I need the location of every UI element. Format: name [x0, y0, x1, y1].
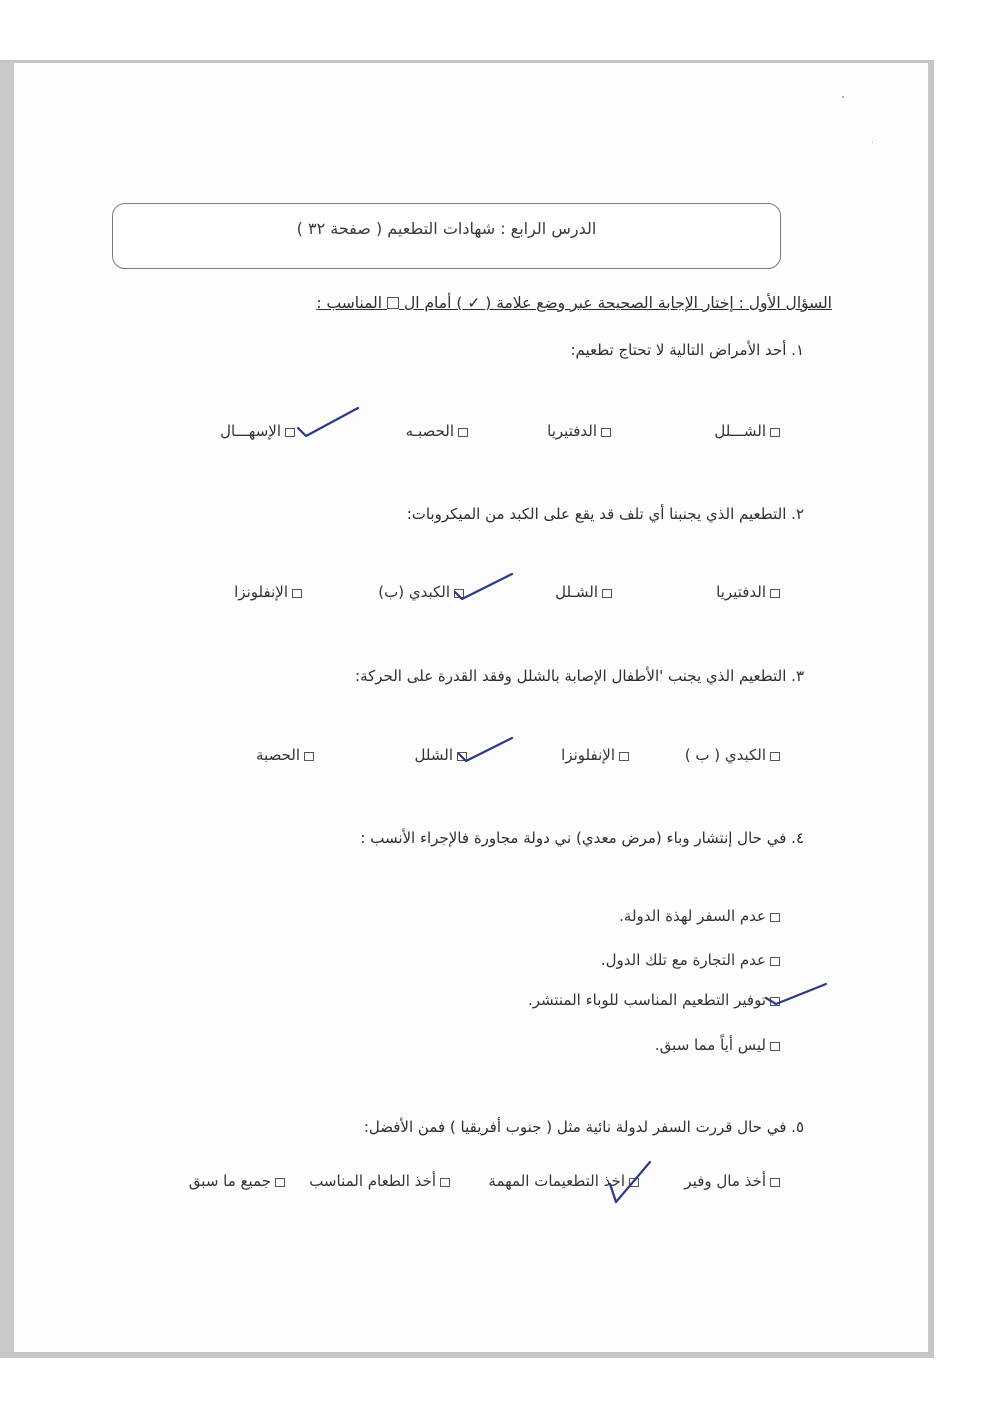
option-q5-b[interactable] [488, 1172, 639, 1190]
question-text: في حال قررت السفر لدولة نائية مثل ( جنوب أفريقيا ) فمن الأفضل: [363, 1118, 787, 1136]
question-number: ١. [791, 341, 804, 359]
scan-border-right [928, 60, 934, 1356]
option-q1-a[interactable] [714, 422, 780, 440]
option-label: الشلل [414, 746, 453, 764]
checkbox-icon[interactable] [770, 913, 780, 922]
option-q5-d[interactable] [189, 1172, 285, 1190]
empty-box-icon [387, 297, 399, 309]
option-q3-a[interactable] [685, 746, 780, 764]
checkbox-icon[interactable] [304, 752, 314, 761]
checkbox-icon[interactable] [601, 428, 611, 437]
option-label: الحصبة [256, 746, 300, 764]
question-2 [407, 505, 804, 523]
option-q2-b[interactable] [555, 583, 612, 601]
option-q2-c[interactable] [378, 583, 464, 601]
option-label: توفير التطعيم المناسب للوباء المنتشر. [527, 991, 766, 1009]
option-label: الإنفلونزا [561, 746, 615, 764]
option-q3-c[interactable] [415, 746, 467, 764]
checkbox-icon[interactable] [770, 997, 780, 1006]
option-q5-c[interactable] [309, 1172, 450, 1190]
option-q4-a[interactable] [619, 907, 780, 925]
option-label: أخذ مال وفير [684, 1172, 766, 1190]
lesson-title: الدرس الرابع : شهادات التطعيم ( صفحة ٣٢ ) [296, 219, 597, 238]
option-q4-b[interactable] [601, 951, 780, 969]
question-number: ٥. [791, 1118, 804, 1136]
option-label: الإسهـــال [220, 422, 281, 440]
checkbox-icon[interactable] [770, 957, 780, 966]
option-q4-c[interactable] [528, 991, 780, 1009]
checkbox-icon[interactable] [602, 589, 612, 598]
instruction-suffix: المناسب : [316, 294, 383, 312]
checkbox-icon[interactable] [770, 752, 780, 761]
question-text: التطعيم الذي يجنب 'الأطفال الإصابة بالشلل وفقد القدرة على الحركة: [355, 667, 787, 685]
checkbox-icon[interactable] [275, 1178, 285, 1187]
question-number: ٣. [791, 667, 804, 685]
option-label: الدفتيريا [547, 422, 597, 440]
option-label: الإنفلونزا [234, 583, 288, 601]
checkbox-icon[interactable] [619, 752, 629, 761]
checkbox-icon[interactable] [458, 428, 468, 437]
option-q3-d[interactable] [256, 746, 314, 764]
option-q1-c[interactable] [406, 422, 468, 440]
question-1 [570, 341, 804, 359]
option-label: الكبدي (ب) [378, 583, 450, 601]
checkbox-icon[interactable] [629, 1178, 639, 1187]
checkbox-icon[interactable] [292, 589, 302, 598]
instruction-middle: ) أمام ال [403, 294, 463, 312]
option-q5-a[interactable] [684, 1172, 780, 1190]
checkbox-icon[interactable] [457, 752, 467, 761]
option-label: ليس أياً مما سبق. [654, 1036, 766, 1054]
question-5 [364, 1118, 804, 1136]
option-label: عدم التجارة مع تلك الدول. [600, 951, 766, 969]
option-q3-b[interactable] [561, 746, 629, 764]
option-label: اخذ التطعيمات المهمة [488, 1172, 625, 1190]
option-label: جميع ما سبق [188, 1172, 271, 1190]
option-label: الشـــلل [714, 422, 766, 440]
option-q1-d[interactable] [220, 422, 295, 440]
checkbox-icon[interactable] [770, 589, 780, 598]
question-number: ٢. [791, 505, 804, 523]
check-mark-glyph: ✓ [467, 294, 481, 312]
option-label: الدفتيريا [716, 583, 766, 601]
option-q4-d[interactable] [655, 1036, 780, 1054]
question-3 [355, 667, 804, 685]
checkbox-icon[interactable] [770, 1042, 780, 1051]
question-text: أحد الأمراض التالية لا تحتاج تطعيم: [570, 341, 787, 359]
option-q2-a[interactable] [716, 583, 780, 601]
checkbox-icon[interactable] [454, 589, 464, 598]
lesson-title-box [112, 203, 781, 269]
option-label: أخذ الطعام المناسب [309, 1172, 436, 1190]
option-label: الحصبـه [405, 422, 454, 440]
option-label: الشـلل [555, 583, 598, 601]
option-q2-d[interactable] [234, 583, 302, 601]
question-4 [360, 829, 804, 847]
option-q1-b[interactable] [547, 422, 611, 440]
checkbox-icon[interactable] [770, 1178, 780, 1187]
scan-speck [842, 96, 844, 98]
instruction-prefix: السؤال الأول : إختار الإجابة الصحيحة عبر وضع علامة ( [485, 294, 832, 312]
checkbox-icon[interactable] [770, 428, 780, 437]
question-text: في حال إنتشار وباء (مرض معدي) ني دولة مجاورة فالإجراء الأنسب : [360, 829, 787, 847]
question-number: ٤. [791, 829, 804, 847]
instruction-line [316, 294, 832, 312]
scan-border-bottom [0, 1352, 934, 1358]
checkbox-icon[interactable] [285, 428, 295, 437]
question-text: التطعيم الذي يجنبنا أي تلف قد يقع على الكبد من الميكروبات: [406, 505, 787, 523]
checkbox-icon[interactable] [440, 1178, 450, 1187]
scan-border-left [0, 62, 14, 1356]
option-label: عدم السفر لهذة الدولة. [619, 907, 766, 925]
option-label: الكبدي ( ب ) [684, 746, 766, 764]
scan-speck [872, 142, 873, 143]
